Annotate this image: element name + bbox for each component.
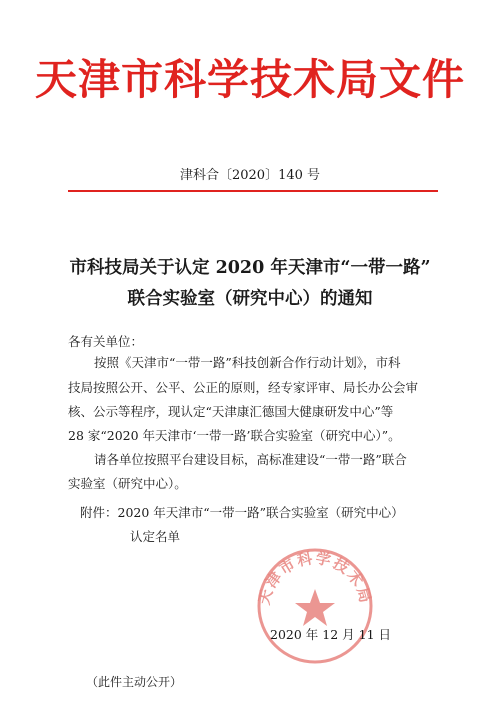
paragraph-1-line: 28 家“2020 年天津市‘一带一路’联合实验室（研究中心）”。	[68, 428, 401, 443]
paragraph-2-line: 实验室（研究中心）。	[68, 476, 187, 491]
paragraph-1-line: 核、公示等程序，现认定“天津康汇德国大健康研发中心”等	[68, 404, 394, 419]
document-number: 津科合〔2020〕140 号	[179, 168, 321, 183]
attachment-line: 认定名单	[130, 529, 181, 544]
document-title-line-1: 市科技局关于认定 2020 年天津市“一带一路”	[69, 258, 431, 278]
document-masthead: 天津市科学技术局文件	[34, 55, 465, 104]
document-title-line-2: 联合实验室（研究中心）的通知	[127, 289, 373, 309]
paragraph-1-line: 按照《天津市“一带一路”科技创新合作行动计划》，市科	[94, 355, 401, 370]
salutation: 各有关单位：	[68, 334, 144, 349]
disclosure-note: （此件主动公开）	[86, 675, 183, 689]
issue-date: 2020 年 12 月 11 日	[270, 627, 391, 642]
attachment-line: 附件：2020 年天津市“一带一路”联合实验室（研究中心）	[80, 505, 404, 520]
official-seal-icon	[254, 545, 376, 667]
paragraph-2-line: 请各单位按照平台建设目标，高标准建设“一带一路”联合	[94, 452, 407, 467]
seal-star-icon	[295, 589, 335, 626]
red-divider-line	[68, 190, 438, 192]
paragraph-1-line: 技局按照公开、公平、公正的原则，经专家评审、局长办公会审	[68, 380, 419, 395]
seal-text: 天津市科学技术局	[254, 549, 376, 607]
